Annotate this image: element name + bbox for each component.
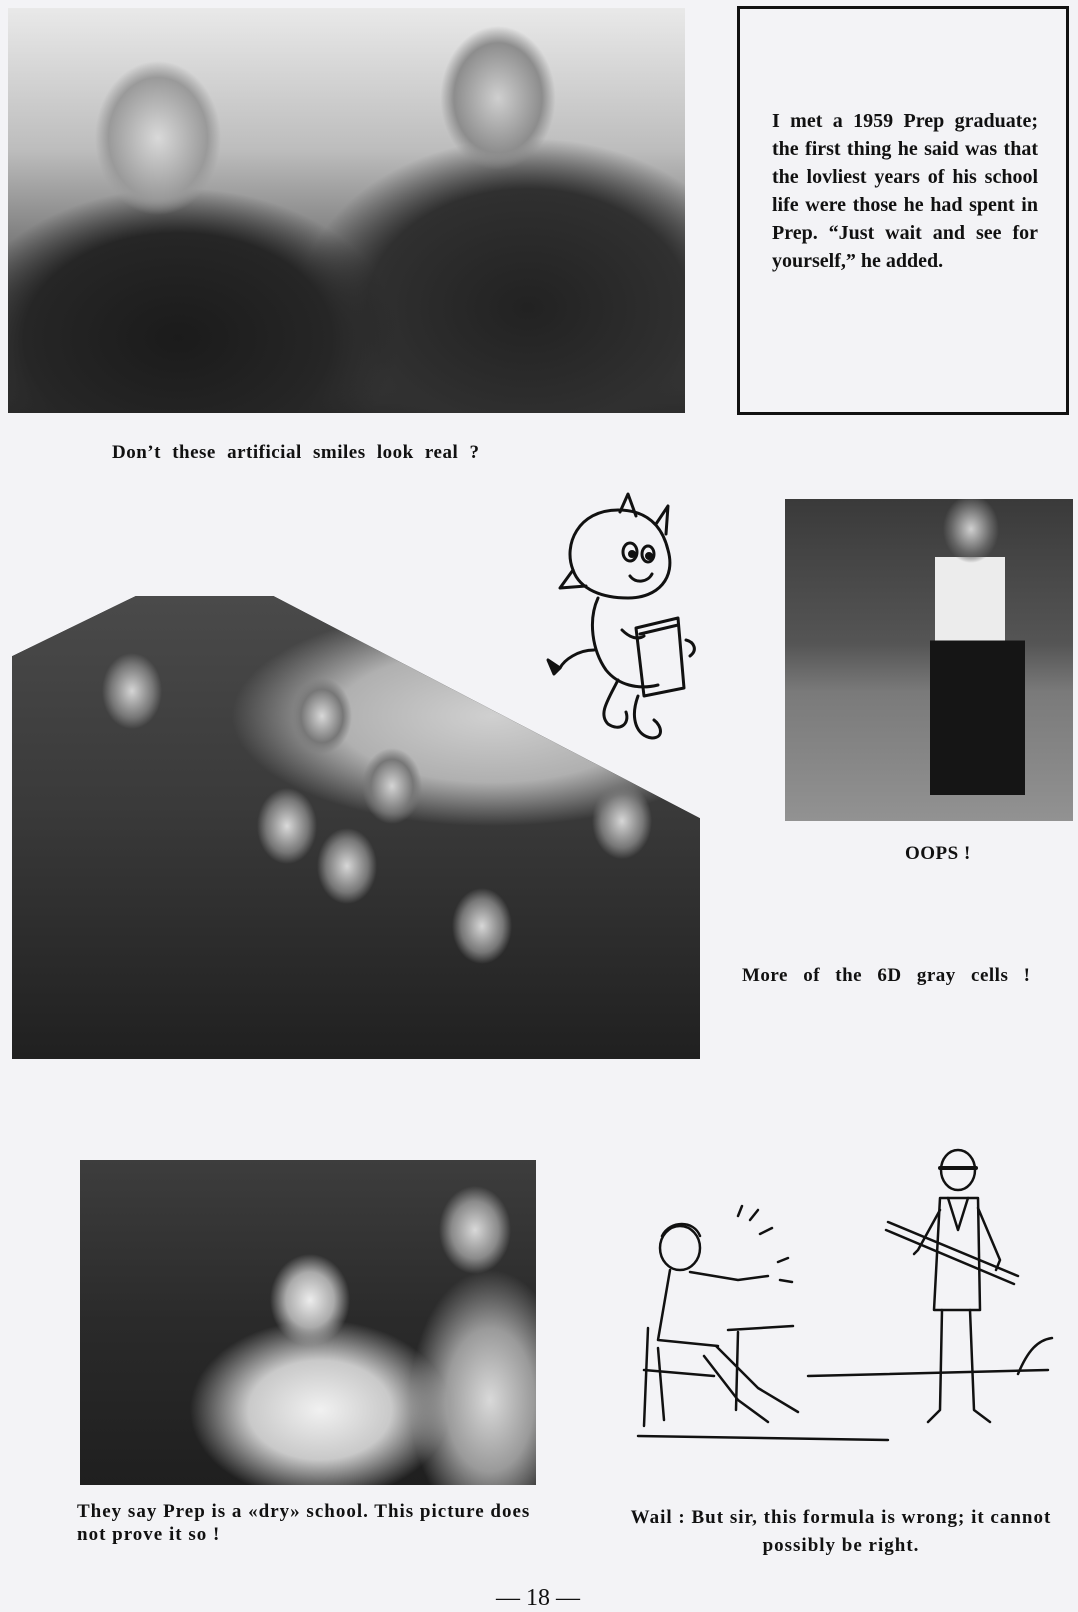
photo-oops-image — [785, 499, 1073, 821]
photo-dry-school-image — [80, 1160, 536, 1485]
photo-laughing-men — [8, 8, 685, 413]
devil-cartoon-illustration — [558, 500, 708, 770]
quote-text: I met a 1959 Prep graduate; the first thing he said was that the lovliest years of his school life were those he had spent in Prep. “Just wait and see for yourself,” he added. — [772, 110, 1038, 272]
photo-laughing-men-image — [8, 8, 685, 413]
caption-artificial-smiles: Don’t these artificial smiles look real ? — [112, 442, 480, 463]
quote-box — [737, 6, 1069, 415]
caption-dry-school: They say Prep is a «dry» school. This picture does not prove it so ! — [77, 1501, 531, 1545]
caption-wail: Wail : But sir, this formula is wrong; it cannot possibly be right. — [630, 1507, 1052, 1556]
page-number: — 18 — — [496, 1585, 580, 1611]
photo-oops — [785, 499, 1073, 821]
caption-gray-cells: More of the 6D gray cells ! — [742, 965, 1031, 986]
caption-oops: OOPS ! — [905, 843, 971, 864]
photo-dry-school — [80, 1160, 536, 1485]
student-teacher-cartoon-illustration — [618, 1150, 1068, 1460]
